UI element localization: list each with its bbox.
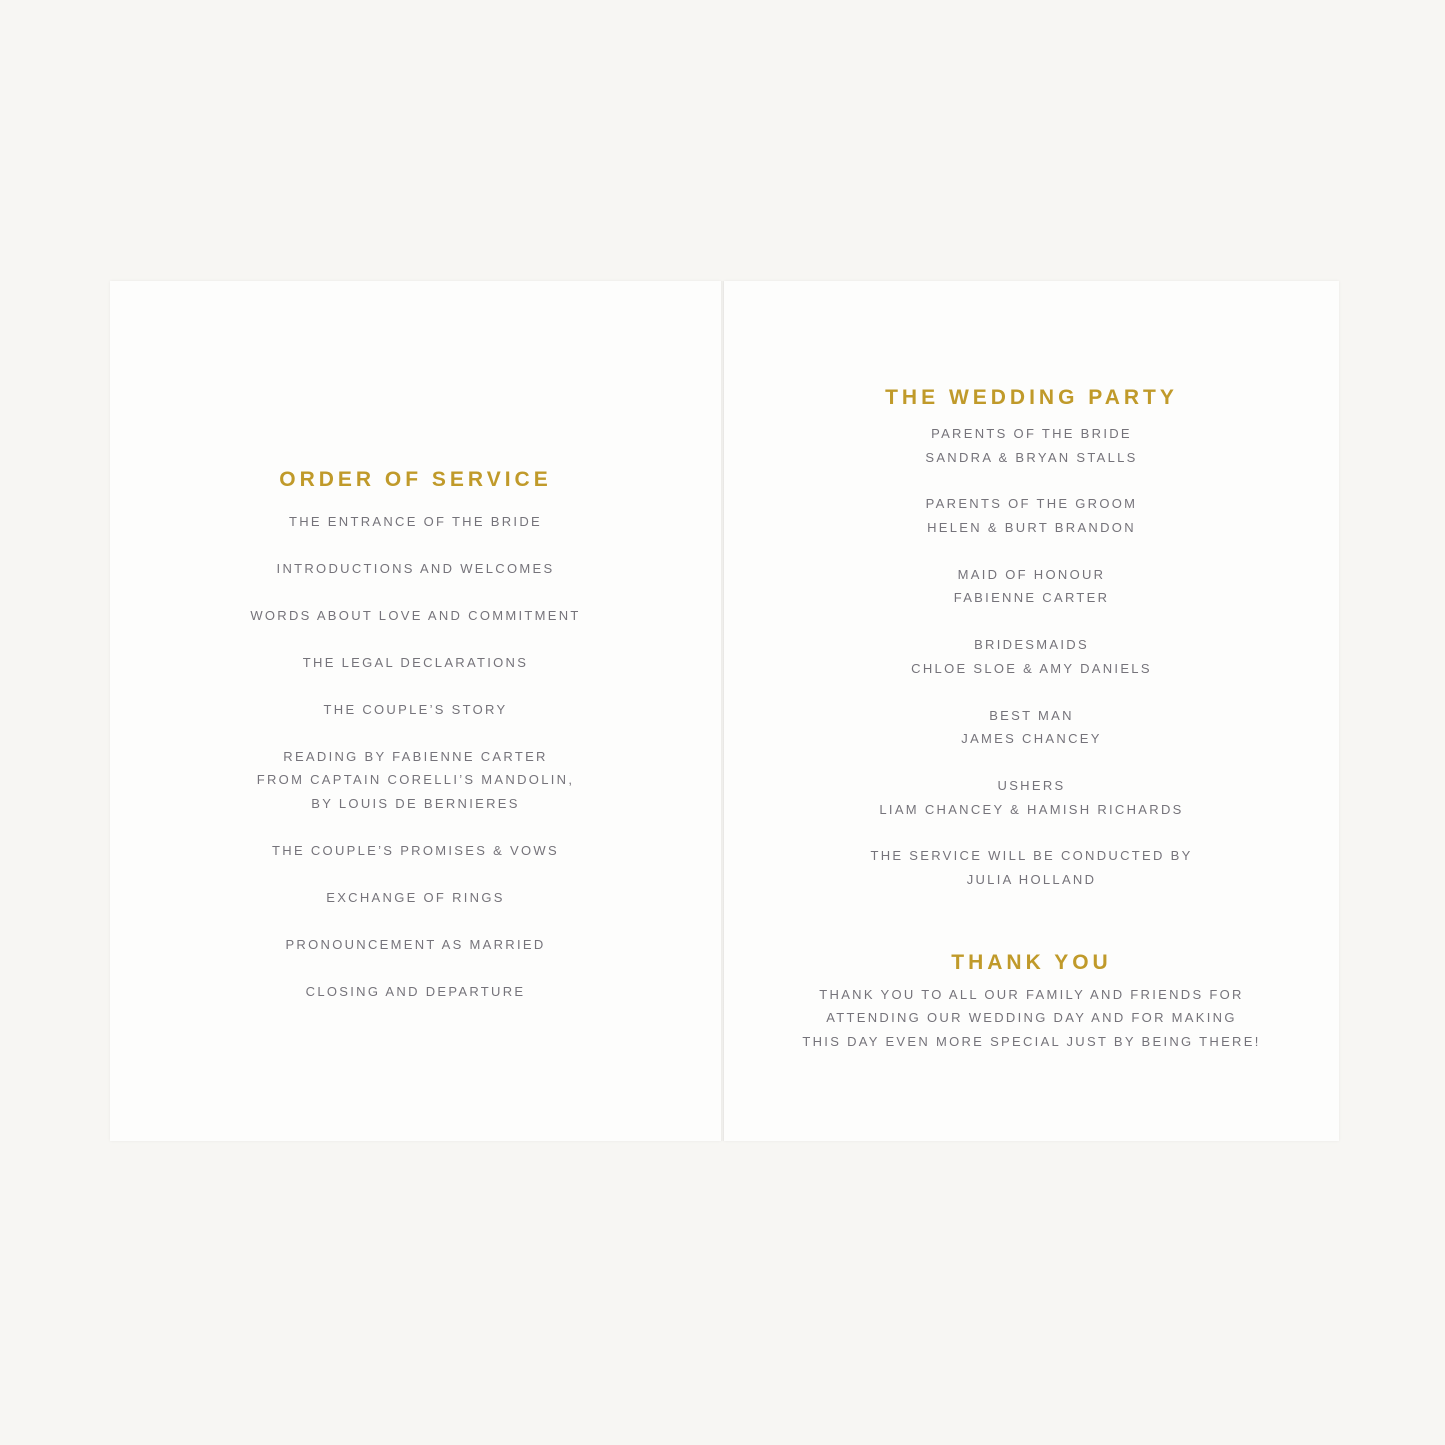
thank-you-title: THANK YOU bbox=[951, 951, 1112, 974]
party-role: THE SERVICE WILL BE CONDUCTED BY bbox=[870, 848, 1193, 863]
thank-you-line: ATTENDING OUR WEDDING DAY AND FOR MAKING bbox=[826, 1010, 1237, 1025]
party-names: FABIENNE CARTER bbox=[953, 590, 1110, 605]
service-item: BY LOUIS DE BERNIERES bbox=[311, 796, 520, 811]
party-names: LIAM CHANCEY & HAMISH RICHARDS bbox=[879, 802, 1184, 817]
party-names: JULIA HOLLAND bbox=[966, 872, 1097, 887]
party-role: MAID OF HONOUR bbox=[957, 567, 1106, 582]
service-item: THE COUPLE’S PROMISES & VOWS bbox=[272, 843, 559, 858]
party-names: SANDRA & BRYAN STALLS bbox=[925, 450, 1138, 465]
service-item: FROM CAPTAIN CORELLI’S MANDOLIN, bbox=[256, 772, 575, 787]
party-role: BRIDESMAIDS bbox=[974, 637, 1089, 652]
right-page bbox=[724, 281, 1339, 1141]
party-role: PARENTS OF THE GROOM bbox=[925, 496, 1138, 511]
thank-you-line: THIS DAY EVEN MORE SPECIAL JUST BY BEING THERE! bbox=[802, 1034, 1261, 1049]
party-names: JAMES CHANCEY bbox=[961, 731, 1102, 746]
service-item: THE COUPLE’S STORY bbox=[323, 702, 508, 717]
thank-you-line: THANK YOU TO ALL OUR FAMILY AND FRIENDS FOR bbox=[819, 987, 1244, 1002]
service-item: THE ENTRANCE OF THE BRIDE bbox=[288, 514, 542, 529]
program-spread bbox=[110, 281, 1339, 1141]
party-names: HELEN & BURT BRANDON bbox=[927, 520, 1136, 535]
service-item: READING BY FABIENNE CARTER bbox=[283, 749, 548, 764]
left-page bbox=[110, 281, 721, 1141]
party-role: PARENTS OF THE BRIDE bbox=[931, 426, 1132, 441]
service-item: WORDS ABOUT LOVE AND COMMITMENT bbox=[250, 608, 581, 623]
service-item: EXCHANGE OF RINGS bbox=[326, 890, 505, 905]
party-role: BEST MAN bbox=[989, 708, 1074, 723]
service-item: THE LEGAL DECLARATIONS bbox=[302, 655, 529, 670]
service-item: PRONOUNCEMENT AS MARRIED bbox=[285, 937, 546, 952]
service-item: INTRODUCTIONS AND WELCOMES bbox=[276, 561, 555, 576]
wedding-party-title: THE WEDDING PARTY bbox=[885, 386, 1178, 409]
order-of-service-title: ORDER OF SERVICE bbox=[279, 468, 552, 491]
party-names: CHLOE SLOE & AMY DANIELS bbox=[911, 661, 1152, 676]
party-role: USHERS bbox=[997, 778, 1066, 793]
service-item: CLOSING AND DEPARTURE bbox=[305, 984, 526, 999]
